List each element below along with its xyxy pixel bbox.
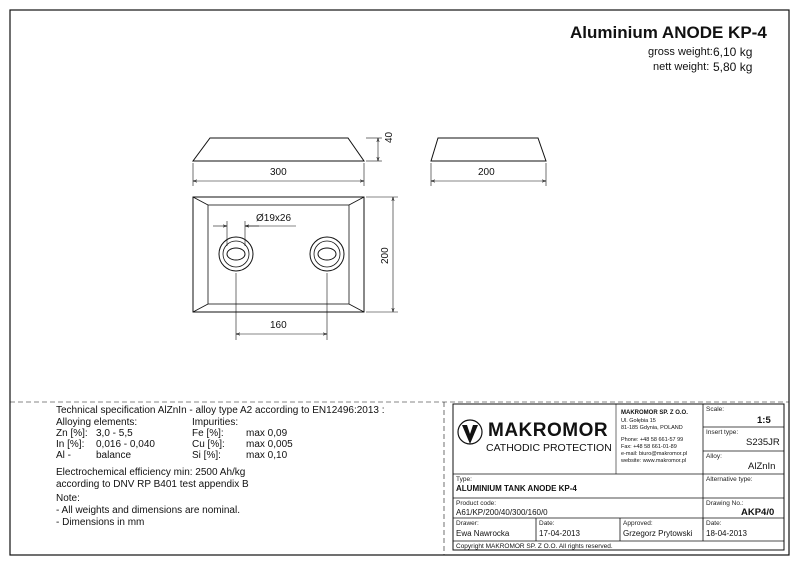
impurity-value: max 0,09 — [246, 428, 288, 439]
alloy-value: 3,0 - 5,5 — [96, 428, 133, 439]
dim-plan-height: 200 — [380, 247, 391, 264]
nett-weight-value: 5,80 kg — [713, 60, 753, 74]
alloy-element: Al - — [56, 450, 71, 461]
company-name: MAKROMOR SP. Z O.O. — [621, 410, 688, 416]
product-code-label: Product code: — [456, 500, 497, 507]
alloy-value: balance — [96, 450, 132, 461]
note-item: - Dimensions in mm — [56, 517, 145, 528]
drawn-date-value: 17-04-2013 — [539, 529, 580, 538]
type-value: ALUMINIUM TANK ANODE KP-4 — [456, 484, 577, 493]
impurity-element: Cu [%]: — [192, 439, 225, 450]
impurity-element: Fe [%]: — [192, 428, 224, 439]
company-fax: Fax: +48 58 661-01-89 — [621, 444, 677, 450]
insert-type-label: Insert type: — [706, 429, 739, 436]
makromor-logo-icon — [458, 420, 482, 444]
note-item: - All weights and dimensions are nominal. — [56, 505, 240, 516]
drawer-value: Ewa Nawrocka — [456, 529, 510, 538]
alloy-value: 0,016 - 0,040 — [96, 439, 155, 450]
company-phone: Phone: +48 58 661-57 99 — [621, 437, 684, 443]
drawing-no-label: Drawing No.: — [706, 500, 744, 507]
impurity-value: max 0,005 — [246, 439, 293, 450]
drawn-date-label: Date: — [539, 520, 555, 527]
plan-view — [193, 197, 398, 340]
approved-value: Grzegorz Prytowski — [623, 529, 693, 538]
alloy-value: AlZnIn — [748, 461, 776, 472]
insert-type-value: S235JR — [746, 437, 780, 448]
logo-subtitle: CATHODIC PROTECTION — [486, 442, 612, 454]
dim-front-length: 300 — [270, 167, 287, 178]
side-view — [431, 138, 546, 186]
scale-value: 1:5 — [757, 415, 771, 426]
nett-weight-label: nett weight: — [653, 61, 710, 73]
dim-front-height: 40 — [384, 131, 395, 143]
impurity-element: Si [%]: — [192, 450, 221, 461]
alloy-element: Zn [%]: — [56, 428, 88, 439]
dim-hole-spacing: 160 — [270, 320, 287, 331]
note-title: Note: — [56, 493, 80, 504]
efficiency-line: Electrochemical efficiency min: 2500 Ah/kg — [56, 467, 246, 478]
type-label: Type: — [456, 476, 472, 483]
dim-hole-size: Ø19x26 — [256, 213, 292, 224]
company-website: website: www.makromor.pl — [621, 458, 687, 464]
company-address: Ul. Gołębia 15 — [621, 418, 656, 424]
impurity-value: max 0,10 — [246, 450, 288, 461]
approved-date-label: Date: — [706, 520, 722, 527]
copyright-note: Copyright MAKROMOR SP. Z O.O. All rights reserved. — [456, 543, 613, 550]
impurities-title: Impurities: — [192, 417, 239, 428]
alloy-element: In [%]: — [56, 439, 85, 450]
logo-text: MAKROMOR — [488, 420, 609, 441]
drawer-label: Drawer: — [456, 520, 479, 527]
gross-weight-value: 6,10 kg — [713, 45, 753, 59]
efficiency-standard: according to DNV RP B401 test appendix B — [56, 479, 249, 490]
spec-line: Technical specification AlZnIn - alloy type A2 according to EN12496:2013 : — [56, 405, 385, 416]
company-address: 81-185 Gdynia, POLAND — [621, 425, 683, 431]
dim-side-width: 200 — [478, 167, 495, 178]
company-email: e-mail: biuro@makromor.pl — [621, 451, 688, 457]
alloying-title: Alloying elements: — [56, 417, 138, 428]
scale-label: Scale: — [706, 406, 725, 413]
approved-date-value: 18-04-2013 — [706, 529, 747, 538]
approved-label: Approved: — [623, 520, 653, 527]
alternative-type-label: Alternative type: — [706, 476, 753, 483]
front-view — [193, 138, 382, 186]
gross-weight-label: gross weight: — [648, 46, 713, 58]
alloy-label: Alloy: — [706, 453, 722, 460]
drawing-title: Aluminium ANODE KP-4 — [570, 23, 767, 42]
drawing-no-value: AKP4/0 — [741, 507, 775, 518]
product-code-value: A61/KP/200/40/300/160/0 — [456, 508, 548, 517]
